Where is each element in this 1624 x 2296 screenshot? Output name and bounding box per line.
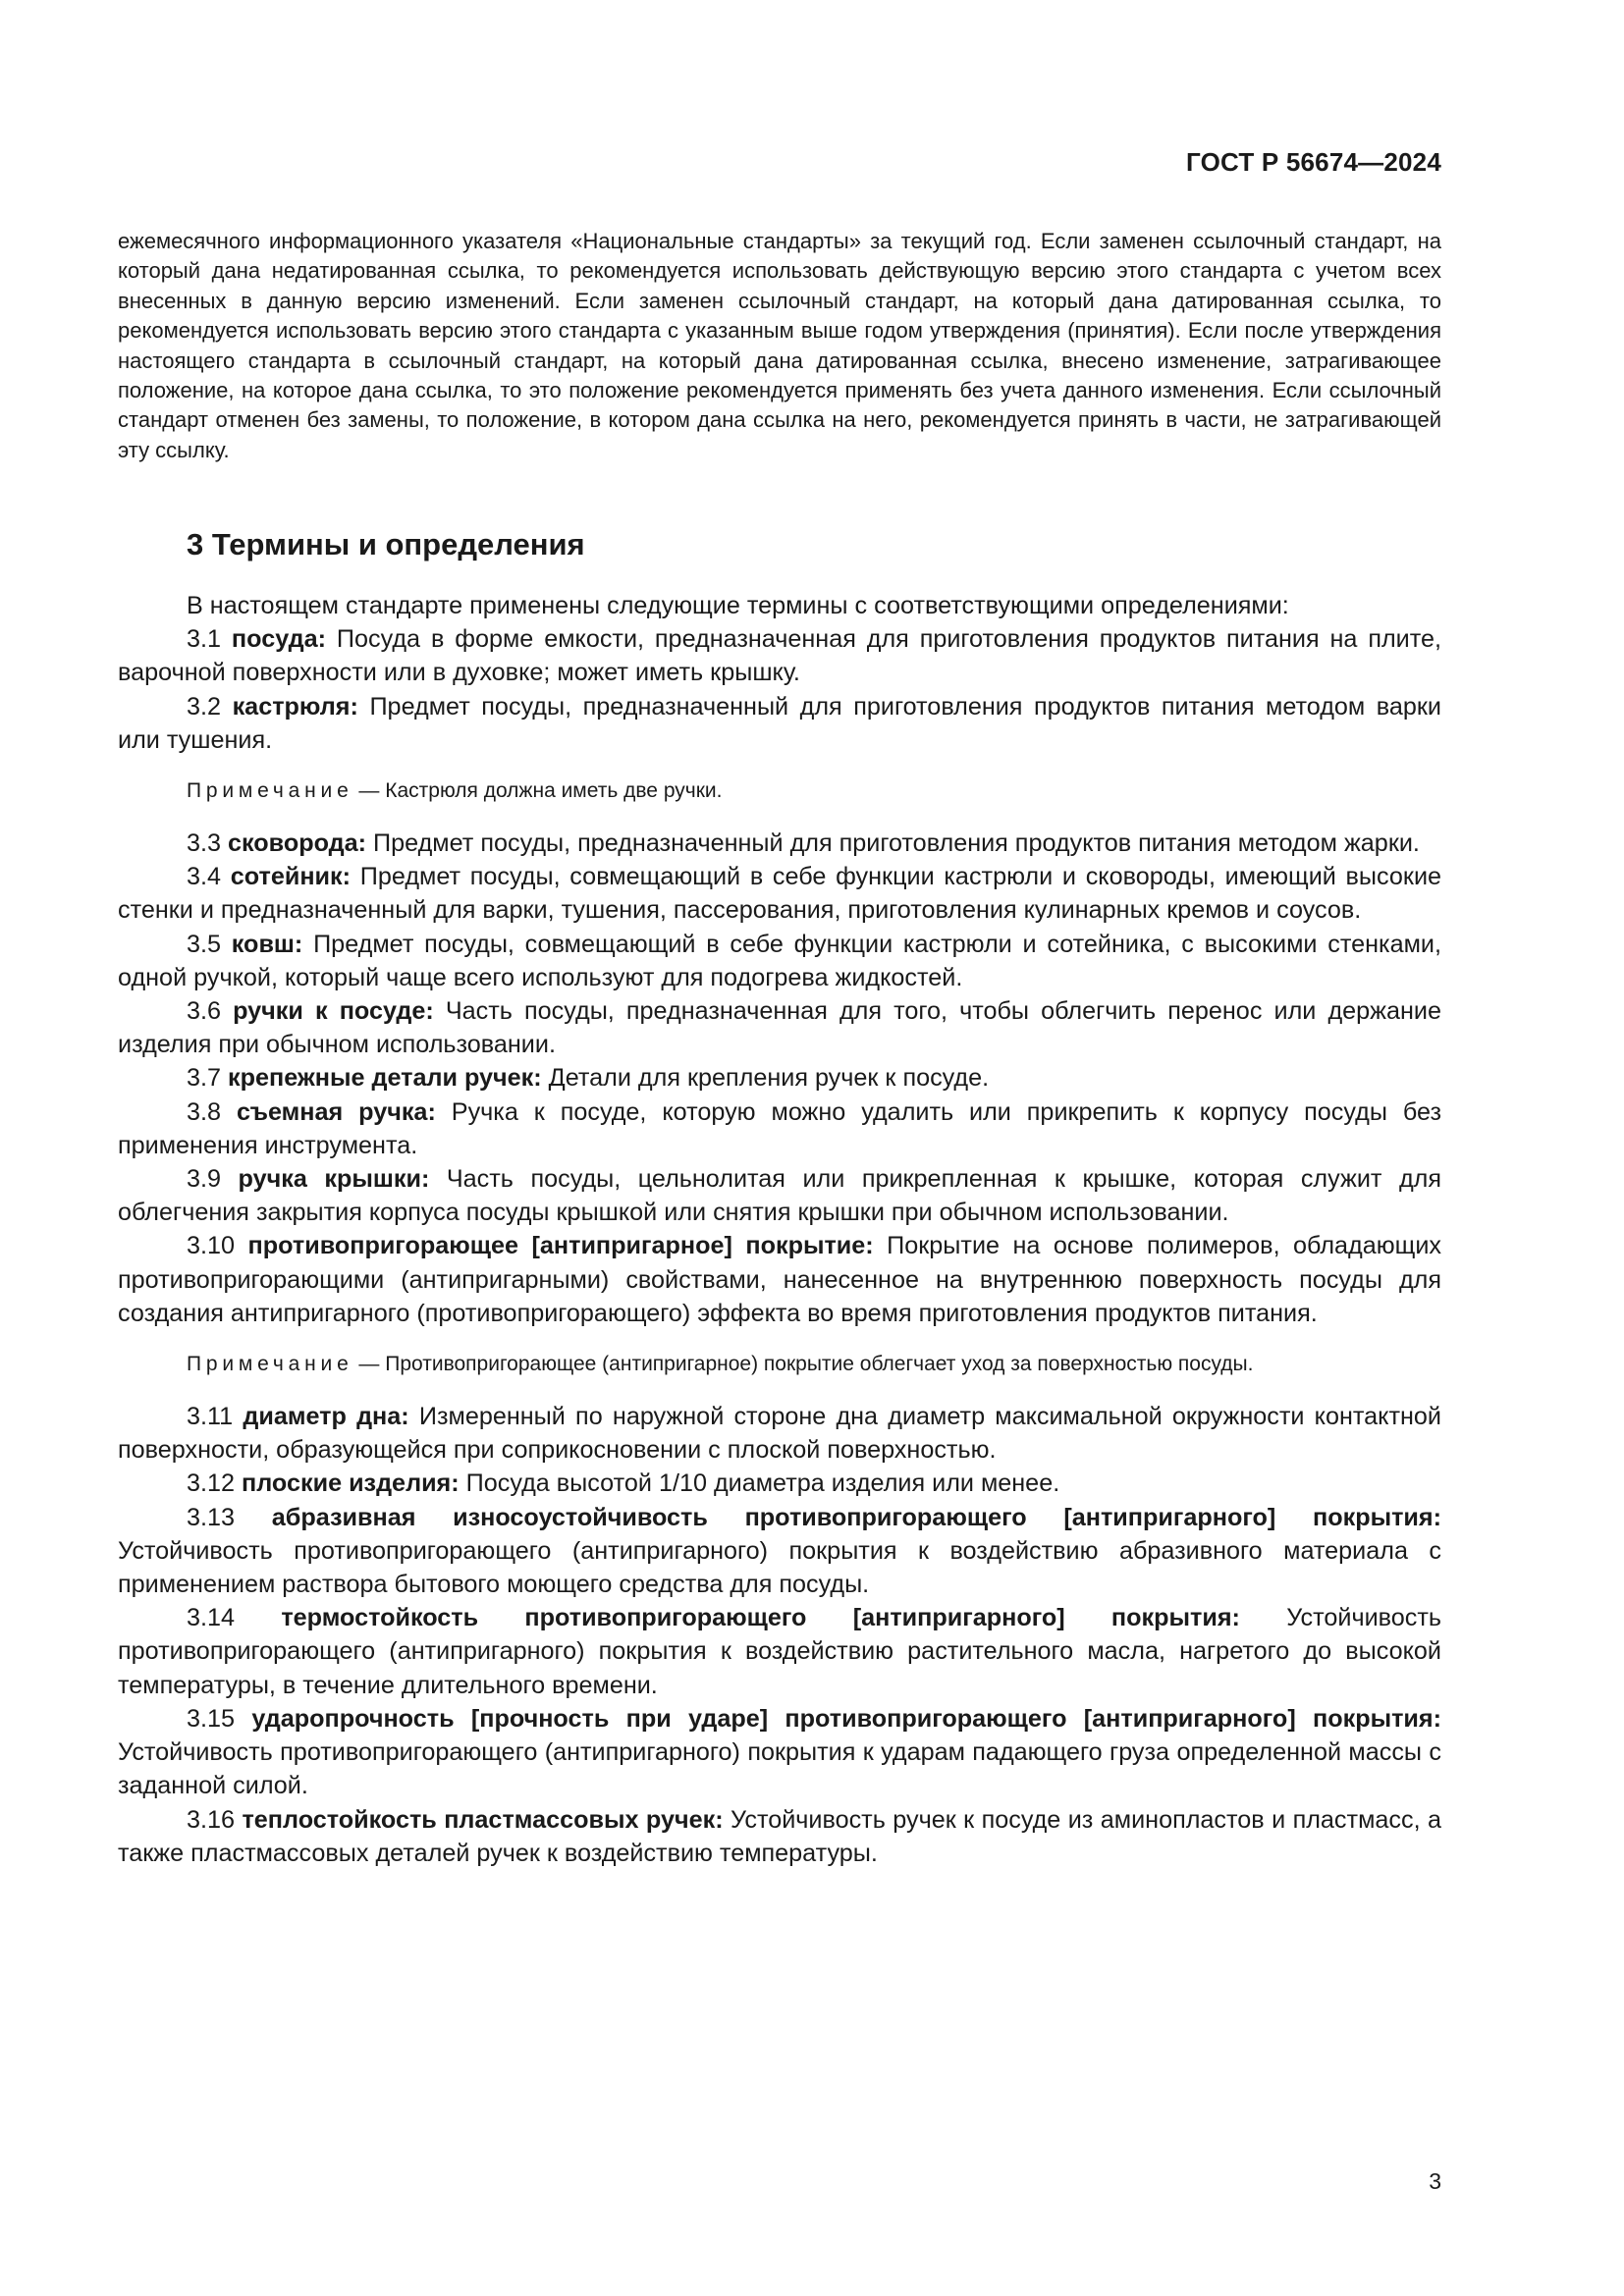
- note-text: — Кастрюля должна иметь две ручки.: [358, 779, 723, 803]
- term-name: термостойкость противопригорающего [антипригарного] покрытия:: [281, 1604, 1240, 1632]
- term-entry: 3.13 абразивная износоустойчивость противопригорающего [антипригарного] покрытия: Устойчивость противопригорающего (антипригарного) покрытия к воздействию абразивного материала с применением раствора бытового моющего средства для посуды.: [118, 1503, 1441, 1599]
- note-label: Примечание: [187, 779, 353, 803]
- term-definition: Часть посуды, предназначенная для того, чтобы облегчить перенос или держание изделия при обычном использовании.: [118, 997, 1442, 1059]
- term-entry: 3.7 крепежные детали ручек: Детали для крепления ручек к посуде.: [187, 1064, 990, 1093]
- term-name: сотейник:: [230, 863, 352, 891]
- term-definition: Детали для крепления ручек к посуде.: [548, 1064, 990, 1093]
- term-name: съемная ручка:: [236, 1097, 436, 1126]
- term-name: абразивная износоустойчивость противопригорающего [антипригарного] покрытия:: [271, 1503, 1441, 1531]
- term-name: диаметр дна:: [243, 1403, 409, 1431]
- term-entry: 3.5 ковш: Предмет посуды, совмещающий в себе функции кастрюли и сотейника, с высокими стенками, одной ручкой, который чаще всего используют для подогрева жидкостей.: [118, 930, 1441, 991]
- term-name: ручка крышки:: [238, 1165, 430, 1194]
- term-name: ручки к посуде:: [233, 997, 434, 1026]
- term-definition: Устойчивость противопригорающего (антипригарного) покрытия к воздействию растительного масла, нагретого до высокой температуры, в течение длительного времени.: [118, 1604, 1441, 1699]
- term-entry: 3.12 плоские изделия: Посуда высотой 1/10 диаметра изделия или менее.: [187, 1469, 1060, 1498]
- term-definition: Предмет посуды, совмещающий в себе функции кастрюли и сковороды, имеющий высокие стенки и предназначенный для варки, тушения, пассерования, приготовления кулинарных кремов и соусов.: [118, 863, 1442, 925]
- note: [118, 1350, 1441, 1378]
- term-name: ударопрочность [прочность при ударе] противопригорающего [антипригарного] покрытия:: [251, 1704, 1441, 1733]
- term-entry: 3.16 теплостойкость пластмассовых ручек: Устойчивость ручек к посуде из аминопластов и пластмасс, а также пластмассовых деталей ручек к воздействию температуры.: [118, 1805, 1442, 1867]
- term-definition: Предмет посуды, совмещающий в себе функции кастрюли и сотейника, с высокими стенками, одной ручкой, который чаще всего используют для подогрева жидкостей.: [118, 930, 1441, 991]
- term-entry: 3.3 сковорода: Предмет посуды, предназначенный для приготовления продуктов питания методом жарки.: [187, 829, 1420, 858]
- term-name: ковш:: [231, 930, 303, 958]
- term-name: плоские изделия:: [242, 1469, 460, 1498]
- term-name: посуда:: [231, 625, 326, 654]
- term-definition: Устойчивость противопригорающего (антипригарного) покрытия к ударам падающего груза определенной массы с заданной силой.: [118, 1738, 1441, 1800]
- section-lead: В настоящем стандарте применены следующие термины с соответствующими определениями:: [187, 592, 1289, 619]
- term-name: сковорода:: [228, 829, 367, 858]
- note: [118, 776, 1441, 805]
- intro-paragraph: ежемесячного информационного указателя «Национальные стандарты» за текущий год. Если заменен ссылочный стандарт, на который дана недатированная ссылка, то рекомендуется использовать действующую версию этого стандарта с учетом всех внесенных в данную версию изменений. Если заменен ссылочный стандарт, на который дана датированная ссылка, то рекомендуется использовать версию этого стандарта с указанным выше годом утверждения (принятия). Если после утверждения настоящего стандарта в ссылочный стандарт, на который дана датированная ссылка, внесено изменение, затрагивающее положение, на которое дана ссылка, то это положение рекомендуется применять без учета данного изменения. Если ссылочный стандарт отменен без замены, то положение, в котором дана ссылка на него, рекомендуется принять в части, не затрагивающей эту ссылку.: [118, 229, 1441, 462]
- page-number: 3: [1429, 2168, 1441, 2194]
- note-label: Примечание: [187, 1353, 353, 1376]
- term-entry: 3.15 ударопрочность [прочность при ударе] противопригорающего [антипригарного] покрытия: Устойчивость противопригорающего (антипригарного) покрытия к ударам падающего груза определенной массы с заданной силой.: [118, 1704, 1441, 1800]
- term-entry: 3.1 посуда: Посуда в форме емкости, предназначенная для приготовления продуктов питания на плите, варочной поверхности или в духовке; может иметь крышку.: [118, 625, 1441, 687]
- term-name: теплостойкость пластмассовых ручек:: [242, 1805, 724, 1834]
- note-text: — Противопригорающее (антипригарное) покрытие облегчает уход за поверхностью посуды.: [358, 1353, 1254, 1376]
- term-definition: Устойчивость ручек к посуде из аминопластов и пластмасс, а также пластмассовых деталей ручек к воздействию температуры.: [118, 1805, 1442, 1867]
- term-entry: 3.8 съемная ручка: Ручка к посуде, которую можно удалить или прикрепить к корпусу посуды без применения инструмента.: [118, 1097, 1442, 1159]
- term-definition: Часть посуды, цельнолитая или прикрепленная к крышке, которая служит для облегчения закрытия корпуса посуды крышкой или снятия крышки при обычном использовании.: [118, 1165, 1441, 1227]
- term-entry: 3.2 кастрюля: Предмет посуды, предназначенный для приготовления продуктов питания методом варки или тушения.: [118, 692, 1442, 754]
- term-entry: 3.14 термостойкость противопригорающего [антипригарного] покрытия: Устойчивость противопригорающего (антипригарного) покрытия к воздействию растительного масла, нагретого до высокой температуры, в течение длительного времени.: [118, 1604, 1441, 1699]
- term-definition: Устойчивость противопригорающего (антипригарного) покрытия к воздействию абразивного материала с применением раствора бытового моющего средства для посуды.: [118, 1536, 1441, 1599]
- term-entry: 3.9 ручка крышки: Часть посуды, цельнолитая или прикрепленная к крышке, которая служит для облегчения закрытия корпуса посуды крышкой или снятия крышки при обычном использовании.: [118, 1165, 1441, 1227]
- term-definition: Покрытие на основе полимеров, обладающих противопригорающими (антипригарными) свойствами, нанесенное на внутреннюю поверхность посуды для создания антипригарного (противопригорающего) эффекта во время приготовления продуктов питания.: [118, 1232, 1442, 1327]
- term-name: противопригорающее [антипригарное] покрытие:: [247, 1232, 874, 1260]
- term-entry: 3.4 сотейник: Предмет посуды, совмещающий в себе функции кастрюли и сковороды, имеющий высокие стенки и предназначенный для варки, тушения, пассерования, приготовления кулинарных кремов и соусов.: [118, 863, 1442, 925]
- terms-section: [118, 493, 1441, 1870]
- term-entry: 3.11 диаметр дна: Измеренный по наружной стороне дна диаметр максимальной окружности контактной поверхности, образующейся при соприкосновении с плоской поверхностью.: [118, 1403, 1441, 1465]
- standard-code-header: ГОСТ Р 56674—2024: [1186, 147, 1441, 177]
- term-entry: 3.6 ручки к посуде: Часть посуды, предназначенная для того, чтобы облегчить перенос или держание изделия при обычном использовании.: [118, 997, 1442, 1059]
- term-definition: Посуда в форме емкости, предназначенная для приготовления продуктов питания на плите, варочной поверхности или в духовке; может иметь крышку.: [118, 625, 1441, 687]
- term-definition: Ручка к посуде, которую можно удалить или прикрепить к корпусу посуды без применения инструмента.: [118, 1097, 1442, 1159]
- term-definition: Посуда высотой 1/10 диаметра изделия или менее.: [465, 1469, 1060, 1498]
- section-title: 3 Термины и определения: [187, 527, 585, 561]
- term-definition: Предмет посуды, предназначенный для приготовления продуктов питания методом жарки.: [373, 829, 1420, 858]
- term-definition: Измеренный по наружной стороне дна диаметр максимальной окружности контактной поверхности, образующейся при соприкосновении с плоской поверхностью.: [118, 1403, 1441, 1465]
- term-name: кастрюля:: [232, 692, 358, 721]
- term-name: крепежные детали ручек:: [228, 1064, 542, 1093]
- term-definition: Предмет посуды, предназначенный для приготовления продуктов питания методом варки или тушения.: [118, 692, 1442, 754]
- term-entry: 3.10 противопригорающее [антипригарное] покрытие: Покрытие на основе полимеров, обладающих противопригорающими (антипригарными) свойствами, нанесенное на внутреннюю поверхность посуды для создания антипригарного (противопригорающего) эффекта во время приготовления продуктов питания.: [118, 1232, 1442, 1327]
